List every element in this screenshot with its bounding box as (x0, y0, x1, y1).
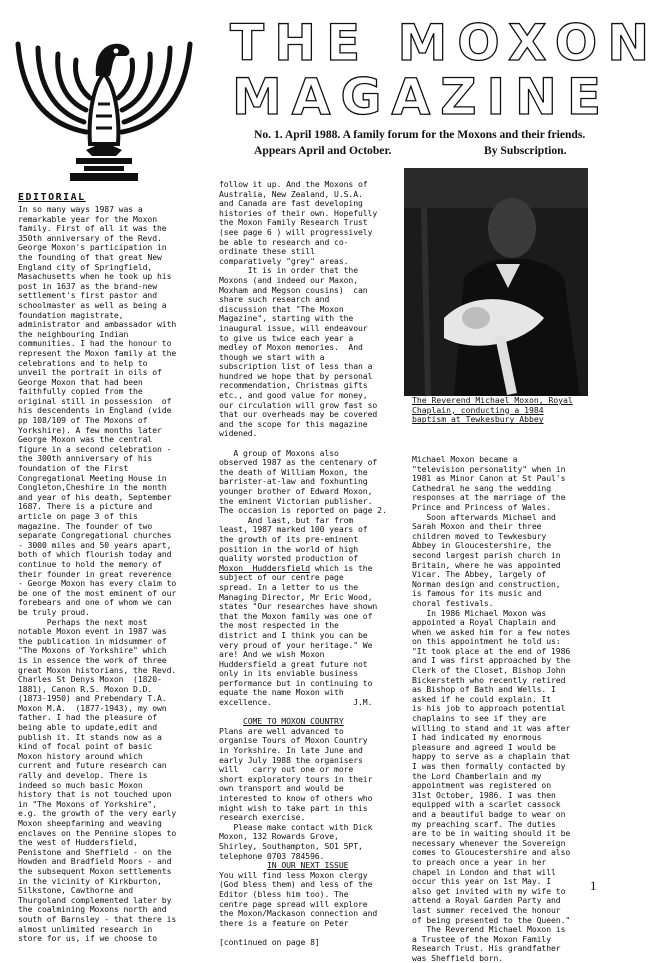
editorial-text: follow it up. And the Moxons of Australia, New Zealand, U.S.A. and Canada are fast developing histories of their own. Hopefully the Moxon Family Research Trust (see page 6 ) will progressively be able to research and co- ordinate these still comparatively "grey" areas. It is in order that the Moxons (and indeed our Maxon, Moxham and Megson cousins) can share such research and discussion that "The Moxon Magazine", starting with the inaugural issue, will endeavour to give us twice each year a medley of Moxon memories. And though we start with a subscription list of less than a hundred we hope that by personal recommendation, Christmas gifts etc., and good value for money, our circulation will grow fast so that our overheads may be covered and the scope for this magazine widened. A group of Moxons also observed 1987 as the centenary of the death of William Moxon, the barrister-at-law and foxhunting younger brother of Edward Moxon, the eminent Victorian publisher. The occasion is reported on page 2. And last, but far from least, 1987 marked 100 years of the growth of its pre-eminent position in the world of high quality worsted production of (219, 179, 387, 564)
editorial-column-2 (219, 180, 387, 948)
editorial-text-continued: which is the subject of our centre page spread. In a letter to us the Managing Director, Mr Eric Wood, states "Our researches have shown that the Moxon family was one of the most respected in the district and I think you can be very proud of your heritage." We are! And we wish Moxon Huddersfield a great future not only in its enviable business performance but in continuing to equate the name Moxon with excellence. J.M. (219, 562, 378, 708)
eagle-logo-icon (4, 4, 204, 188)
editorial-column-1: In so many ways 1987 was a remarkable year for the Moxon family. First of all it was the 350th anniversary of the Revd. George Moxon's participation in the founding of that great New England city of Springfield, Masachusetts when he took up his post in 1637 as the brand-new settlement's first pastor and schoolmaster as well as being a foundation magistrate, administrator and ambassador with the neighbouring Indian communities. I had the honour to represent the Moxon family at the celebrations and to help to unveil the portrait in oils of George Moxon that had been faithfully copied from the original still in possession of his descendents in England (vide pp 108/109 of The Moxons of Yorkshire). A few months later George Moxon was the central figure in a second celebration - the 300th anniversary of his foundation of the First Congregational Meeting House in Congleton,Cheshire in the month and year of his death, September 1687. There is a picture and article on page 3 of this magazine. The founder of two separate Congregational churches - 3000 miles and 50 years apart, both of which flourish today and continue to hold the memory of their founder in great reverence - George Moxon has every claim to be one of the most eminent of our forebears and one of whom we can be truly proud. Perhaps the next most notable Moxon event in 1987 was the publication in midsummer of "The Moxons of Yorkshire" which is in essence the work of three great Moxon historians, the Revd. Charles St Denys Moxon (1820- 1881), Canon R.S. Moxon D.D. (1873-1950) and Prebendary T.A. Moxon M.A. (1877-1943), my own father. I had the pleasure of being able to update,edit and publish it. It stands now as a kind of focal point of basic Moxon history around which current and future research can rally and develop. There is indeed so much basic Moxon history that is not touched upon in "The Moxons of Yorkshire", e.g. the growth of the very early Moxon sheepfarming and weaving enclaves on the Pennine slopes to the west of Huddersfield, Penistone and Sheffield - on the Howden and Bradfield Moors - and the subsequent Moxon settlements in the vicinity of Kirkburton, Silkstone, Cawthorne and Thurgoland complemented later by the coalmining Moxons north and south of Barnsley - that there is almost unlimited research in store for us, if we choose to (18, 204, 177, 944)
page-number: 1 (590, 878, 597, 893)
masthead-title-line2: MAGAZINE (232, 68, 612, 126)
publication-schedule: Appears April and October. (254, 144, 392, 157)
photo-caption: The Reverend Michael Moxon, Royal Chaplain, conducting a 1984 baptism at Tewkesbury Abbey (412, 395, 573, 425)
masthead-title-line1: THE MOXON (230, 14, 659, 72)
next-issue-text: You will find less Moxon clergy (God bless them) and less of the Editor (bless him too). The centre page spread will explore the Moxon/Mackason connection and there is a feature on Peter [continued on page 8] (219, 869, 378, 947)
masthead-tagline: No. 1. April 1988. A family forum for the Moxons and their friends. (254, 128, 586, 141)
subscription-note: By Subscription. (484, 144, 567, 157)
moxon-country-text: Plans are well advanced to organise Tours of Moxon Country in Yorkshire. In late June and early July 1988 the organisers will carry out one or more short exploratory tours in their own transport and would be interested to know of others who might wish to take part in this research exercise. Please make contact with Dick Moxon, 132 Rowards Grove, Shirley, Southampton, SO1 5PT, telephone 0703 784596. (219, 725, 373, 861)
editorial-heading: EDITORIAL (18, 192, 86, 203)
royal-chaplain-photo (404, 168, 588, 396)
moxon-country-heading: COME TO MOXON COUNTRY (242, 716, 344, 727)
moxon-huddersfield-link: Moxon Huddersfield (219, 562, 311, 573)
next-issue-heading: IN OUR NEXT ISSUE (266, 860, 349, 871)
chaplain-article-column: Michael Moxon became a "television personality" when in 1981 as Minor Canon at St Paul's Cathedral he sang the wedding responses at the marriage of the Prince and Princess of Wales. Soon afterwards Michael and Sarah Moxon and their three children moved to Tewkesbury Abbey in Gloucestershire, the second largest parish church in Britain, where he was appointed Vicar. The Abbey, largely of Norman design and construction, is famous for its music and choral festivals. In 1986 Michael Moxon was appointed a Royal Chaplain and when we asked him for a few notes on this appointment he told us: "It took place at the end of 1986 and I was first approached by the Clerk of the Closet, Bishop John Bickersteth who recently retired as Bishop of Bath and Wells. I asked if he could explain. It is his job to approach potential chaplains to see if they are willing to stand and it was after I had indicated my enormous pleasure and agreed I would be happy to serve as a chaplain that I was then formally contacted by the Lord Chamberlain and my appointment was registered on 31st October, 1986. I was then equipped with a scarlet cassock and a beautiful badge to wear on my preaching scarf. The duties are to be in waiting should it be necessary whenever the Sovereign comes to Gloucestershire and also to preach once a year in her chapel in London and that will occur this year on 1st May. I also get invited with my wife to attend a Royal Garden Party and last summer received the honour of being presented to the Queen." The Reverend Michael Moxon is a Trustee of the Moxon Family Research Trust. His grandfather was Sheffield born. (412, 454, 571, 963)
